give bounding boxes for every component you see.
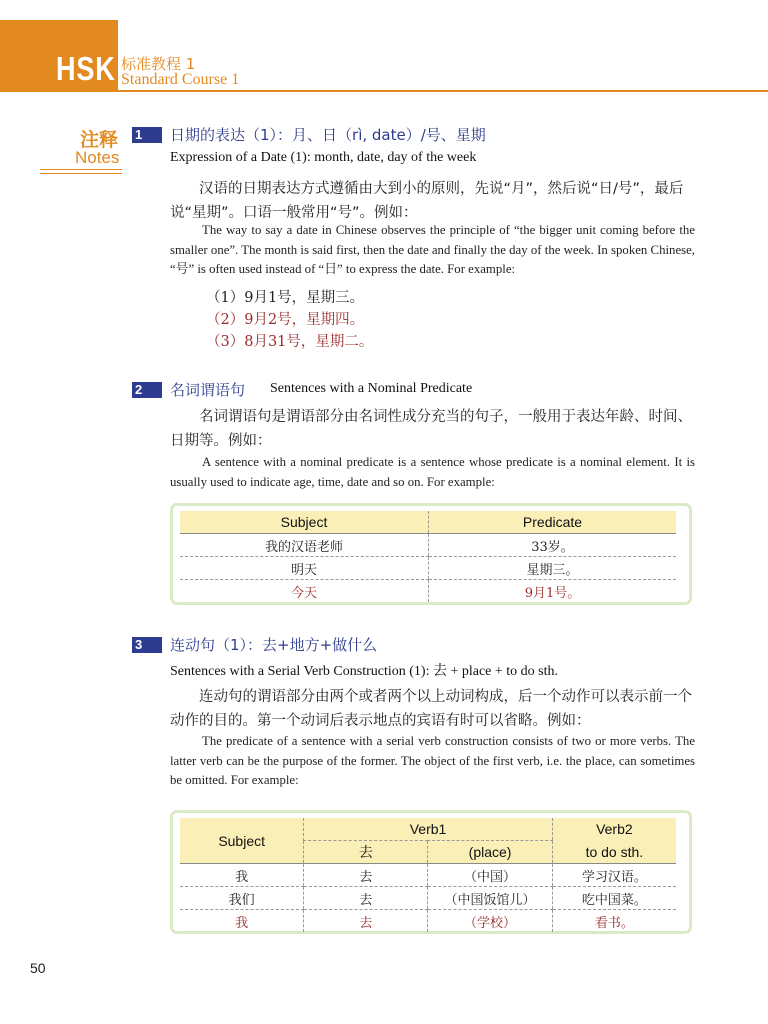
column-header: Predicate [429,511,677,534]
column-header: Verb1 [304,818,552,841]
notes-rule-bottom [40,173,122,174]
paragraph-cn: 名词谓语句是谓语部分由名词性成分充当的句子，一般用于表达年龄、时间、日期等。例如： [170,409,692,449]
table-cell: 去 [304,910,428,933]
header-divider [0,90,768,92]
table-cell: 33岁。 [429,534,677,557]
column-subheader: (place) [428,841,552,864]
table-cell: 学习汉语。 [552,864,676,887]
brand-logo: HSK [56,50,116,87]
section-title-en: Sentences with a Nominal Predicate [270,381,473,396]
table-cell: 看书。 [552,910,676,933]
table-row [180,557,676,580]
paragraph-en: The predicate of a sentence with a serial verb construction consists of two or more verbs. The latter verb can be the purpose of the former. The object of the first verb, i.e. the place, can sometimes be omitted. For example: [170,734,695,787]
section-number-badge: 3 [132,637,162,653]
nominal-predicate-table [170,503,692,605]
data-table [180,818,676,932]
column-header: Subject [180,818,304,864]
column-header: Verb2 [552,818,676,841]
table-row [180,887,676,910]
serial-verb-table [170,810,692,934]
table-cell: 我们 [180,887,304,910]
notes-rule-top [40,169,122,170]
table-cell: 明天 [180,557,429,580]
page-number: 50 [30,960,46,976]
table-cell: 吃中国菜。 [552,887,676,910]
section-number-badge: 2 [132,382,162,398]
table-row [180,910,676,933]
example-sentence: （3）8月31号，星期二。 [206,334,374,350]
section-title-en: Sentences with a Serial Verb Construction (1): 去 + place + to do sth. [170,664,559,679]
section-title-en: Expression of a Date (1): month, date, day of the week [170,150,477,165]
table-cell: （学校） [428,910,552,933]
table-cell: 我的汉语老师 [180,534,429,557]
example-sentence: （1）9月1号，星期三。 [206,290,365,306]
notes-label-cn: 注释 [80,129,119,151]
column-subheader: 去 [304,841,428,864]
table-cell: 去 [304,864,428,887]
column-header: Subject [180,511,429,534]
table-header-row [180,818,676,841]
data-table [180,511,676,602]
paragraph-en: A sentence with a nominal predicate is a sentence whose predicate is a nominal element. It is usually used to indicate age, time, date and so on. For example: [170,455,695,489]
course-title-en: Standard Course 1 [121,71,240,88]
table-cell: 我 [235,915,249,931]
paragraph-en: The way to say a date in Chinese observes the principle of “the bigger unit coming before the smaller one”. The month is said first, then the date and finally the day of the week. In spoken Chinese, “号” is often used instead of “日” to express the date. For example: [170,223,695,276]
table-header-row [180,511,676,534]
table-row [180,580,676,603]
section-title-cn: 名词谓语句 [170,381,246,399]
example-sentence: （2）9月2号，星期四。 [206,312,365,328]
paragraph-cn: 汉语的日期表达方式遵循由大到小的原则，先说“月”，然后说“日/号”，最后说“星期”。口语一般常用“号”。例如： [170,181,684,221]
table-cell: 我 [180,864,304,887]
section-number-badge: 1 [132,127,162,143]
section-title-cn: 日期的表达（1）：月、日（rì, date）/号、星期 [170,126,486,144]
column-subheader: to do sth. [552,841,676,864]
table-cell: 9月1号。 [429,580,677,603]
notes-label-en: Notes [75,148,120,167]
section-title-cn: 连动句（1）：去+地方+做什么 [170,636,378,654]
table-row [180,534,676,557]
table-cell: （中国） [428,864,552,887]
table-cell: 去 [304,887,428,910]
table-row [180,864,676,887]
table-cell: 今天 [290,585,317,601]
course-title-cn: 标准教程 1 [121,55,196,73]
table-cell: 星期三。 [429,557,677,580]
paragraph-cn: 连动句的谓语部分由两个或者两个以上动词构成，后一个动作可以表示前一个动作的目的。第一个动词后表示地点的宾语有时可以省略。例如： [170,689,692,729]
table-cell: （中国饭馆儿） [428,887,552,910]
